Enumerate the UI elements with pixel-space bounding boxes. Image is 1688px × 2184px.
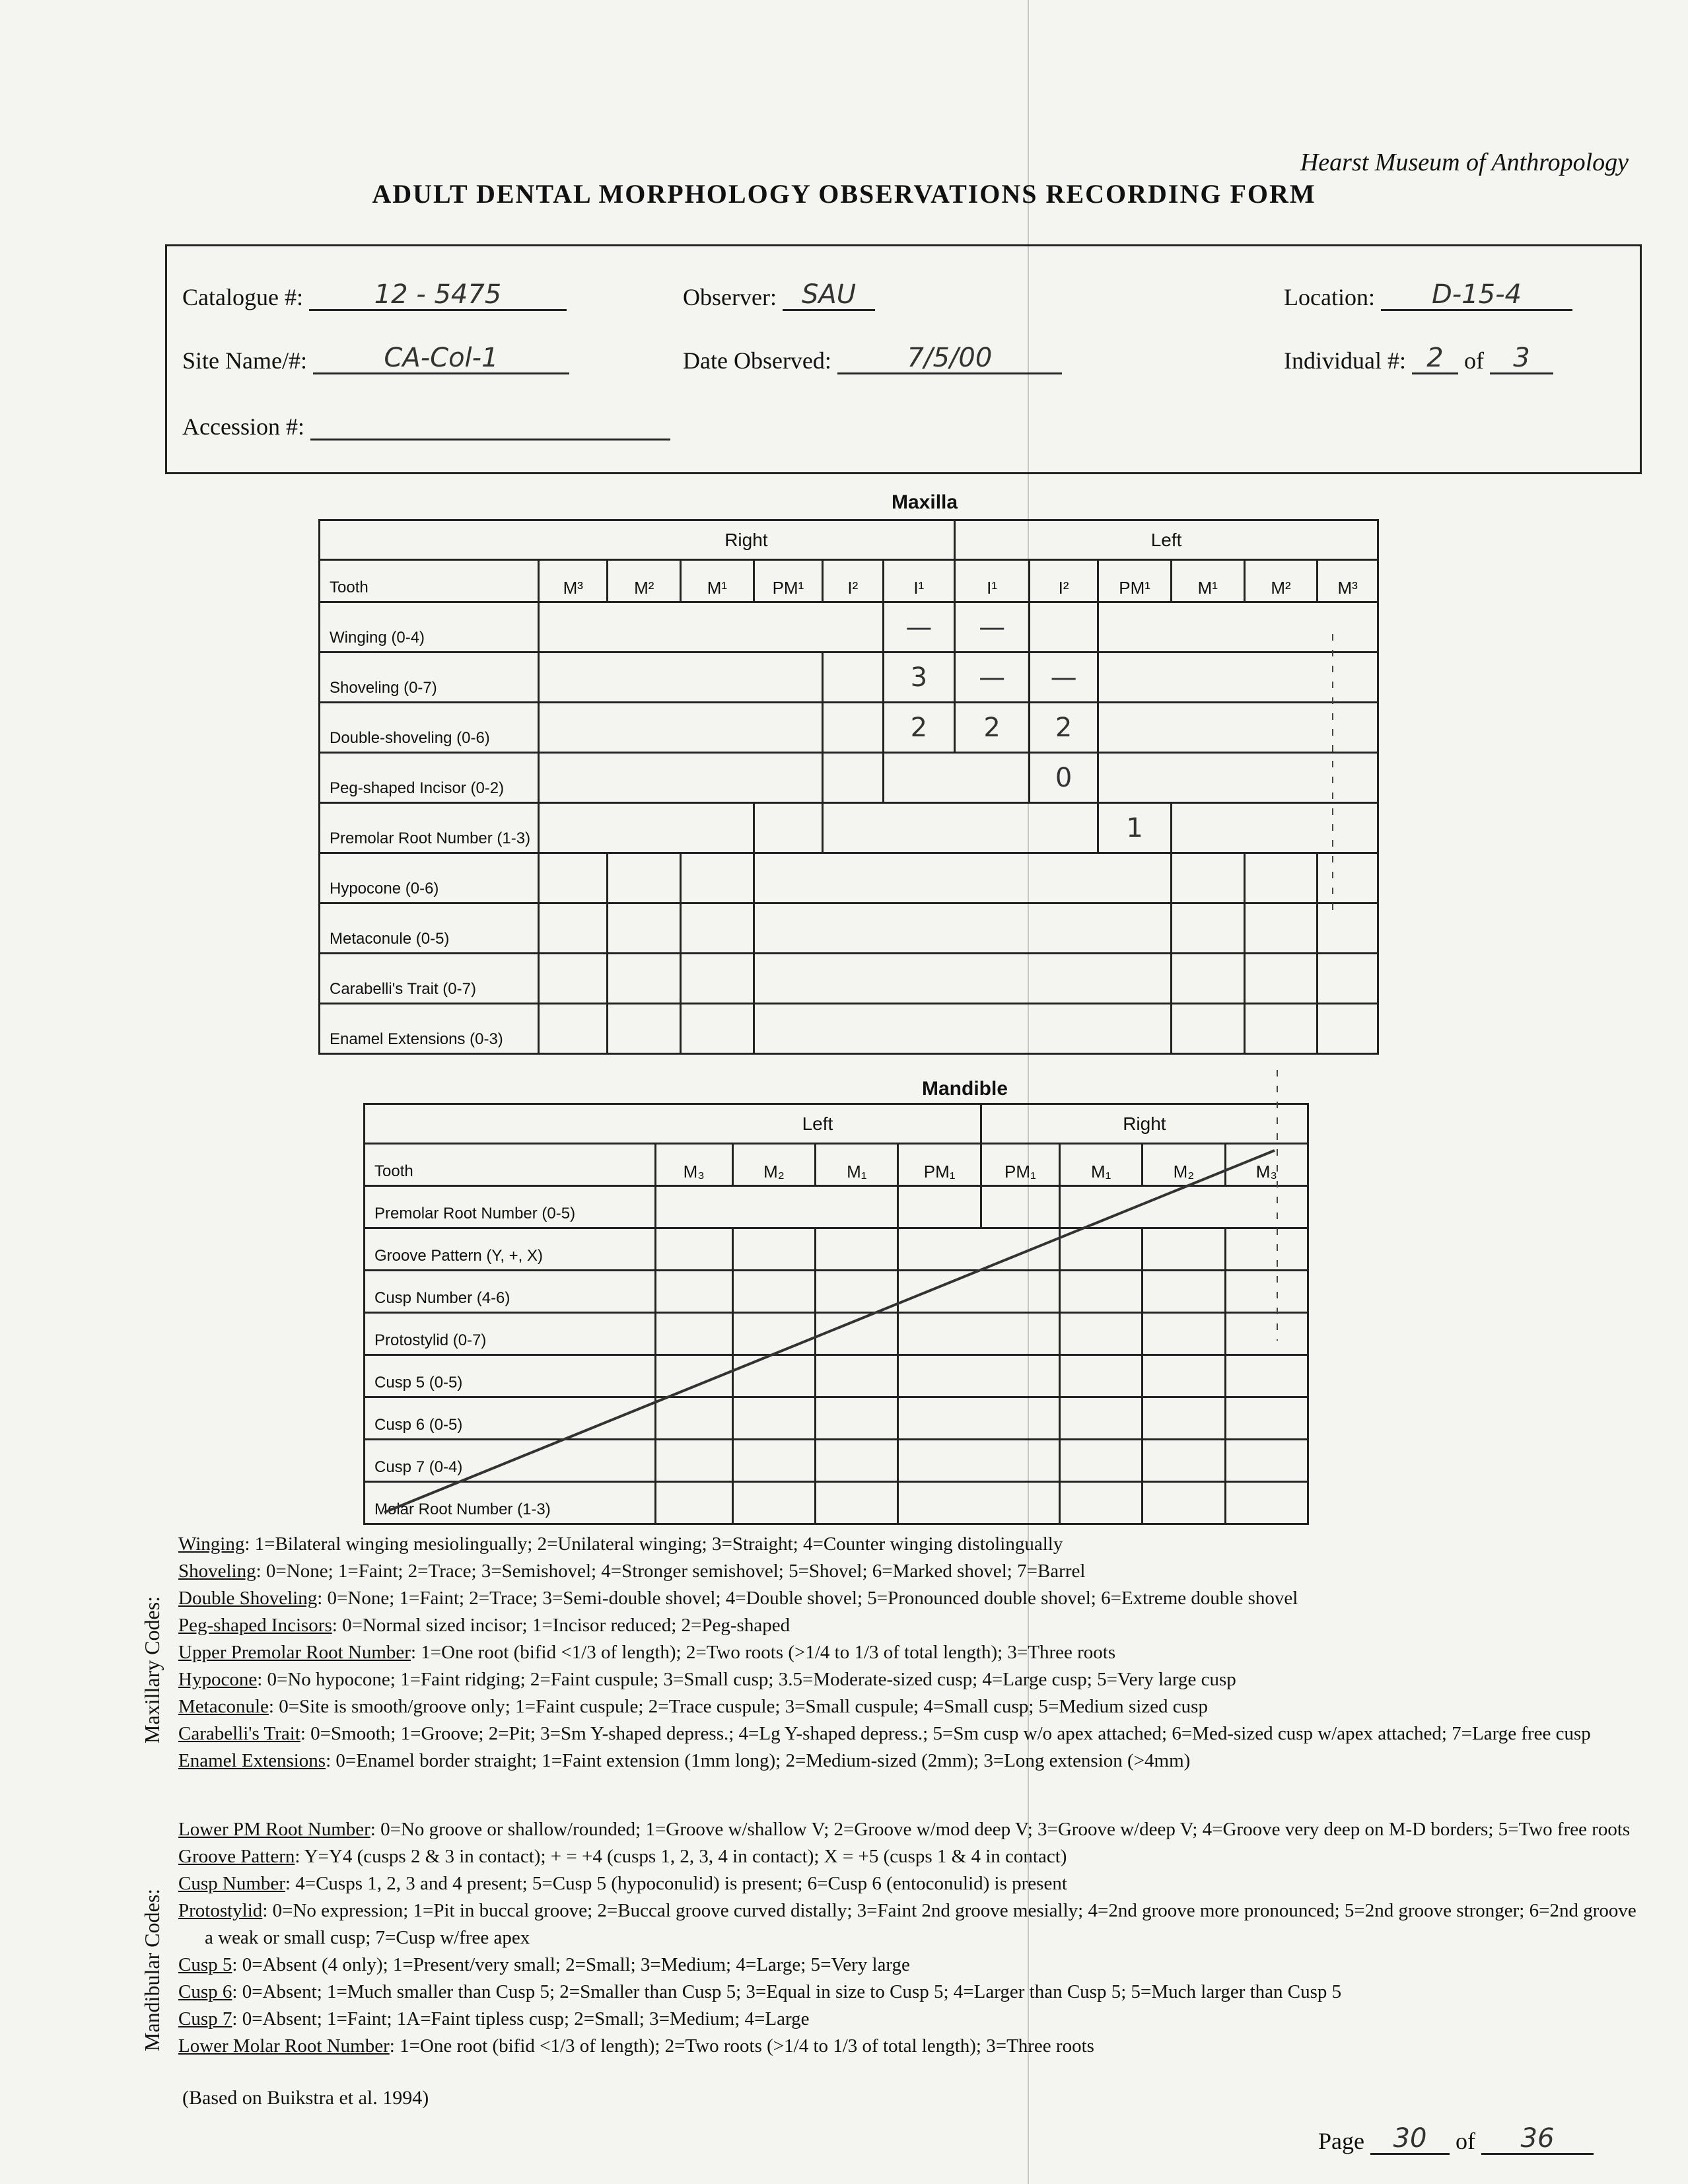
row-label-cusp-number: Cusp Number (4-6) xyxy=(365,1271,656,1313)
page-total[interactable]: 36 xyxy=(1481,2124,1594,2155)
mandible-tooth-l-m3: M₃ xyxy=(655,1144,732,1186)
code-upper-premolar-root: Upper Premolar Root Number: 1=One root (bifid <1/3 of length); 2=Two roots (>1/4 to 1/3 of total length); 3=Three roots xyxy=(178,1642,1116,1663)
mandible-left-header: Left xyxy=(655,1104,981,1144)
page-number xyxy=(1318,2124,1594,2155)
mandible-tooth-r-pm1: PM₁ xyxy=(981,1144,1059,1186)
cell-double-r-i1[interactable]: 2 xyxy=(883,703,955,753)
row-label-hypocone: Hypocone (0-6) xyxy=(320,853,539,903)
maxilla-tooth-r-i2: I² xyxy=(823,560,884,602)
date-value[interactable]: 7/5/00 xyxy=(837,343,1062,374)
row-label-carabelli: Carabelli's Trait (0-7) xyxy=(320,954,539,1004)
form-title: ADULT DENTAL MORPHOLOGY OBSERVATIONS RECORDING FORM xyxy=(372,179,1316,209)
date-label: Date Observed: xyxy=(683,347,831,374)
maxilla-tooth-r-m2: M² xyxy=(608,560,681,602)
maxilla-tooth-l-i2: I² xyxy=(1029,560,1098,602)
cell-shoveling-l-i1[interactable]: — xyxy=(955,652,1030,703)
row-label-groove-pattern: Groove Pattern (Y, +, X) xyxy=(365,1228,656,1271)
cell-double-l-i2[interactable]: 2 xyxy=(1029,703,1098,753)
mandible-tooth-r-m3: M₃ xyxy=(1225,1144,1308,1186)
mandible-tooth-r-m2: M₂ xyxy=(1143,1144,1225,1186)
page-value[interactable]: 30 xyxy=(1370,2124,1450,2155)
code-cusp-number: Cusp Number: 4=Cusps 1, 2, 3 and 4 present; 5=Cusp 5 (hypoconulid) is present; 6=Cusp 6 (entoconulid) is present xyxy=(178,1873,1067,1894)
code-protostylid: Protostylid: 0=No expression; 1=Pit in buccal groove; 2=Buccal groove curved distally; 3=Faint 2nd groove mesially; 4=2nd groove more pronounced; 5=2nd groove stronger; 6=2nd groove a weak or small cusp; 7=Cusp w/free apex xyxy=(178,1900,1636,1948)
row-label-lower-pm-root: Premolar Root Number (0-5) xyxy=(365,1186,656,1228)
row-label-metaconule: Metaconule (0-5) xyxy=(320,903,539,954)
code-lower-pm-root: Lower PM Root Number: 0=No groove or shallow/rounded; 1=Groove w/shallow V; 2=Groove w/mod deep V; 3=Groove w/deep V; 4=Groove very deep on M-D borders; 5=Two free roots xyxy=(178,1819,1631,1840)
catalogue-label: Catalogue #: xyxy=(182,284,303,310)
row-label-double-shoveling: Double-shoveling (0-6) xyxy=(320,703,539,753)
mandible-title: Mandible xyxy=(922,1078,1008,1100)
maxilla-tooth-l-m1: M¹ xyxy=(1171,560,1244,602)
individual-value[interactable]: 2 xyxy=(1412,343,1458,374)
row-label-winging: Winging (0-4) xyxy=(320,602,539,652)
cell-shoveling-l-i2[interactable]: — xyxy=(1029,652,1098,703)
cell-premolar-l-pm1[interactable]: 1 xyxy=(1098,803,1172,853)
individual-total[interactable]: 3 xyxy=(1490,343,1553,374)
maxilla-tooth-l-m2: M² xyxy=(1244,560,1318,602)
cell-winging-l-i1[interactable]: — xyxy=(955,602,1030,652)
accession-label: Accession #: xyxy=(182,413,304,440)
code-winging: Winging: 1=Bilateral winging mesiolingually; 2=Unilateral winging; 3=Straight; 4=Counter winging distolingually xyxy=(178,1533,1063,1555)
row-label-cusp6: Cusp 6 (0-5) xyxy=(365,1397,656,1440)
maxilla-left-header: Left xyxy=(955,520,1378,560)
code-enamel-extensions: Enamel Extensions: 0=Enamel border straight; 1=Faint extension (1mm long); 2=Medium-sized (2mm); 3=Long extension (>4mm) xyxy=(178,1750,1191,1771)
location-value[interactable]: D-15-4 xyxy=(1381,280,1572,311)
maxilla-tooth-l-pm1: PM¹ xyxy=(1098,560,1172,602)
maxilla-tooth-r-i1: I¹ xyxy=(883,560,955,602)
maxilla-tooth-l-m3: M³ xyxy=(1318,560,1378,602)
row-label-cusp5: Cusp 5 (0-5) xyxy=(365,1355,656,1397)
location-label: Location: xyxy=(1284,284,1375,310)
mandibular-codes-label: Mandibular Codes: xyxy=(140,1888,164,2051)
maxilla-tooth-r-pm1: PM¹ xyxy=(754,560,822,602)
row-label-shoveling: Shoveling (0-7) xyxy=(320,652,539,703)
mandibular-codes xyxy=(178,1816,1638,2060)
maxilla-tooth-r-m1: M¹ xyxy=(681,560,754,602)
code-groove-pattern: Groove Pattern: Y=Y4 (cusps 2 & 3 in contact); + = +4 (cusps 1, 2, 3, 4 in contact); X = +5 (cusps 1 & 4 in contact) xyxy=(178,1846,1067,1867)
cell-peg-l-i2[interactable]: 0 xyxy=(1029,753,1098,803)
museum-name: Hearst Museum of Anthropology xyxy=(1300,149,1629,176)
observer-label: Observer: xyxy=(683,284,777,310)
code-metaconule: Metaconule: 0=Site is smooth/groove only; 1=Faint cuspule; 2=Trace cuspule; 3=Small cuspule; 4=Small cusp; 5=Medium sized cusp xyxy=(178,1696,1208,1717)
maxilla-tooth-r-m3: M³ xyxy=(539,560,608,602)
mandible-right-header: Right xyxy=(981,1104,1308,1144)
page-of-label: of xyxy=(1455,2128,1475,2154)
mandible-tooth-label: Tooth xyxy=(365,1144,656,1186)
code-hypocone: Hypocone: 0=No hypocone; 1=Faint ridging; 2=Faint cuspule; 3=Small cusp; 3.5=Moderate-sized cusp; 4=Large cusp; 5=Very large cusp xyxy=(178,1669,1236,1690)
code-cusp7: Cusp 7: 0=Absent; 1=Faint; 1A=Faint tipless cusp; 2=Small; 3=Medium; 4=Large xyxy=(178,2008,810,2029)
row-label-premolar-root: Premolar Root Number (1-3) xyxy=(320,803,539,853)
site-label: Site Name/#: xyxy=(182,347,307,374)
cell-double-l-i1[interactable]: 2 xyxy=(955,703,1030,753)
maxilla-title: Maxilla xyxy=(892,491,958,513)
catalogue-value[interactable]: 12 - 5475 xyxy=(309,280,567,311)
mandible-tooth-l-pm1: PM₁ xyxy=(898,1144,981,1186)
cell-winging-r-i1[interactable]: — xyxy=(883,602,955,652)
source-citation: (Based on Buikstra et al. 1994) xyxy=(182,2087,429,2109)
cell-shoveling-r-i1[interactable]: 3 xyxy=(883,652,955,703)
code-double-shoveling: Double Shoveling: 0=None; 1=Faint; 2=Trace; 3=Semi-double shovel; 4=Double shovel; 5=Pronounced double shovel; 6=Extreme double shovel xyxy=(178,1588,1298,1609)
mandible-tooth-l-m2: M₂ xyxy=(732,1144,815,1186)
mandible-tooth-r-m1: M₁ xyxy=(1060,1144,1143,1186)
row-label-protostylid: Protostylid (0-7) xyxy=(365,1313,656,1355)
row-label-cusp7: Cusp 7 (0-4) xyxy=(365,1440,656,1482)
individual-of: of xyxy=(1463,347,1484,374)
maxilla-right-header: Right xyxy=(539,520,955,560)
maxillary-codes-label: Maxillary Codes: xyxy=(140,1596,164,1744)
row-label-enamel: Enamel Extensions (0-3) xyxy=(320,1004,539,1054)
maxillary-codes xyxy=(178,1531,1638,1775)
row-label-peg-shaped: Peg-shaped Incisor (0-2) xyxy=(320,753,539,803)
site-value[interactable]: CA-Col-1 xyxy=(313,343,569,374)
page-label: Page xyxy=(1318,2128,1364,2154)
code-cusp6: Cusp 6: 0=Absent; 1=Much smaller than Cusp 5; 2=Smaller than Cusp 5; 3=Equal in size to Cusp 5; 4=Larger than Cusp 5; 5=Much larger than Cusp 5 xyxy=(178,1981,1342,2002)
code-peg-shaped: Peg-shaped Incisors: 0=Normal sized incisor; 1=Incisor reduced; 2=Peg-shaped xyxy=(178,1615,791,1636)
code-lower-molar-root: Lower Molar Root Number: 1=One root (bifid <1/3 of length); 2=Two roots (>1/4 to 1/3 of total length); 3=Three roots xyxy=(178,2035,1094,2057)
strikethrough-line xyxy=(384,1150,1275,1512)
row-label-molar-root: Molar Root Number (1-3) xyxy=(365,1482,656,1524)
code-cusp5: Cusp 5: 0=Absent (4 only); 1=Present/very small; 2=Small; 3=Medium; 4=Large; 5=Very large xyxy=(178,1954,910,1975)
code-carabelli: Carabelli's Trait: 0=Smooth; 1=Groove; 2=Pit; 3=Sm Y-shaped depress.; 4=Lg Y-shaped depress.; 5=Sm cusp w/o apex attached; 6=Med-sized cusp w/apex attached; 7=Large free cusp xyxy=(178,1723,1591,1744)
mandible-tooth-l-m1: M₁ xyxy=(816,1144,898,1186)
individual-label: Individual #: xyxy=(1284,347,1406,374)
maxilla-tooth-label: Tooth xyxy=(320,560,539,602)
code-shoveling: Shoveling: 0=None; 1=Faint; 2=Trace; 3=Semishovel; 4=Stronger semishovel; 5=Shovel; 6=Marked shovel; 7=Barrel xyxy=(178,1561,1086,1582)
maxilla-tooth-l-i1: I¹ xyxy=(955,560,1030,602)
observer-value[interactable]: SAU xyxy=(783,280,875,311)
